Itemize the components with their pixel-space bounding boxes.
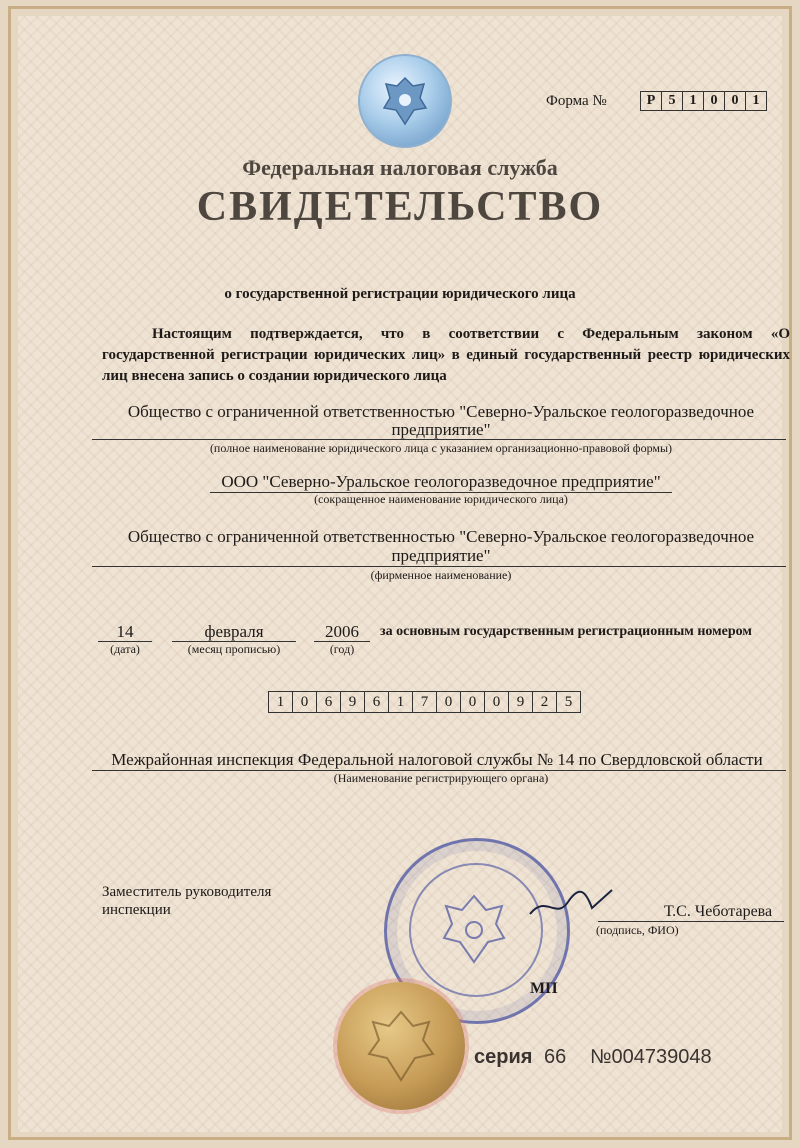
full-name-underline bbox=[92, 439, 786, 440]
form-number-digit: 0 bbox=[704, 91, 725, 111]
date-year: 2006 bbox=[325, 622, 359, 641]
ogrn-digit: 0 bbox=[437, 691, 461, 713]
ogrn-digit: 0 bbox=[461, 691, 485, 713]
series-number: №004739048 bbox=[590, 1046, 712, 1068]
date-month-caption: (месяц прописью) bbox=[187, 642, 281, 656]
signatory-position-line1: Заместитель руководителя bbox=[102, 884, 272, 900]
form-number-label: Форма № bbox=[546, 93, 607, 109]
form-number-digit: 5 bbox=[662, 91, 683, 111]
form-number-digit: 1 bbox=[683, 91, 704, 111]
full-name-line2: предприятие" bbox=[391, 420, 491, 439]
ogrn-digit: 5 bbox=[557, 691, 581, 713]
short-name-caption: (сокращенное наименование юридического лица) bbox=[314, 492, 568, 506]
date-day-caption: (дата) bbox=[110, 642, 140, 656]
ogrn-digit: 1 bbox=[389, 691, 413, 713]
brand-name-line2: предприятие" bbox=[391, 546, 491, 565]
authority-caption: (Наименование регистрирующего органа) bbox=[333, 771, 549, 785]
gold-seal bbox=[337, 982, 465, 1110]
ogrn-digit: 9 bbox=[341, 691, 365, 713]
ogrn-digit: 6 bbox=[365, 691, 389, 713]
registration-number-text: за основным государственным регистрационным номером bbox=[380, 624, 752, 639]
short-name: ООО "Северно-Уральское геологоразведочное предприятие" bbox=[221, 472, 661, 491]
form-number-digit: 0 bbox=[725, 91, 746, 111]
ogrn-digit: 7 bbox=[413, 691, 437, 713]
ogrn-digit: 9 bbox=[509, 691, 533, 713]
series-value: 66 bbox=[544, 1046, 567, 1068]
ogrn-digit: 2 bbox=[533, 691, 557, 713]
intro-paragraph: Настоящим подтверждается, что в соответствии с Федеральным законом «О государственной регистрации юридических лиц» в единый государственный реестр юридических лиц внесена запись о создании юридического лица bbox=[102, 326, 790, 384]
series-label: серия bbox=[474, 1046, 533, 1068]
ogrn-digit: 1 bbox=[268, 691, 293, 713]
ogrn-digit: 0 bbox=[485, 691, 509, 713]
ogrn-digit: 0 bbox=[293, 691, 317, 713]
form-number-cells bbox=[640, 91, 767, 111]
brand-name-line1: Общество с ограниченной ответственностью "Северно-Уральское геологоразведочное bbox=[127, 527, 755, 546]
signatory-position-line2: инспекции bbox=[102, 902, 171, 918]
brand-name-underline bbox=[92, 566, 786, 567]
registering-authority: Межрайонная инспекция Федеральной налоговой службы № 14 по Свердловской области bbox=[111, 750, 763, 769]
signatory-name: Т.С. Чеботарева bbox=[664, 903, 773, 920]
ogrn-cells bbox=[268, 691, 581, 713]
signature-caption: (подпись, ФИО) bbox=[596, 923, 679, 937]
signature-icon bbox=[526, 884, 616, 924]
date-year-caption: (год) bbox=[329, 642, 355, 656]
form-number-digit: Р bbox=[640, 91, 662, 111]
form-number-digit: 1 bbox=[746, 91, 767, 111]
date-month: февраля bbox=[204, 622, 264, 641]
document-title: СВИДЕТЕЛЬСТВО bbox=[196, 184, 604, 230]
agency-name: Федеральная налоговая служба bbox=[242, 155, 558, 180]
full-name-caption: (полное наименование юридического лица с указанием организационно-правовой формы) bbox=[209, 441, 673, 455]
hologram-emblem bbox=[358, 54, 452, 148]
date-day: 14 bbox=[116, 622, 134, 641]
brand-name-caption: (фирменное наименование) bbox=[370, 568, 512, 582]
signature-underline bbox=[598, 921, 784, 922]
stamp-place-label: МП bbox=[530, 980, 558, 997]
ogrn-digit: 6 bbox=[317, 691, 341, 713]
document-subtitle: о государственной регистрации юридического лица bbox=[224, 286, 576, 302]
full-name-line1: Общество с ограниченной ответственностью "Северно-Уральское геологоразведочное bbox=[127, 402, 755, 421]
